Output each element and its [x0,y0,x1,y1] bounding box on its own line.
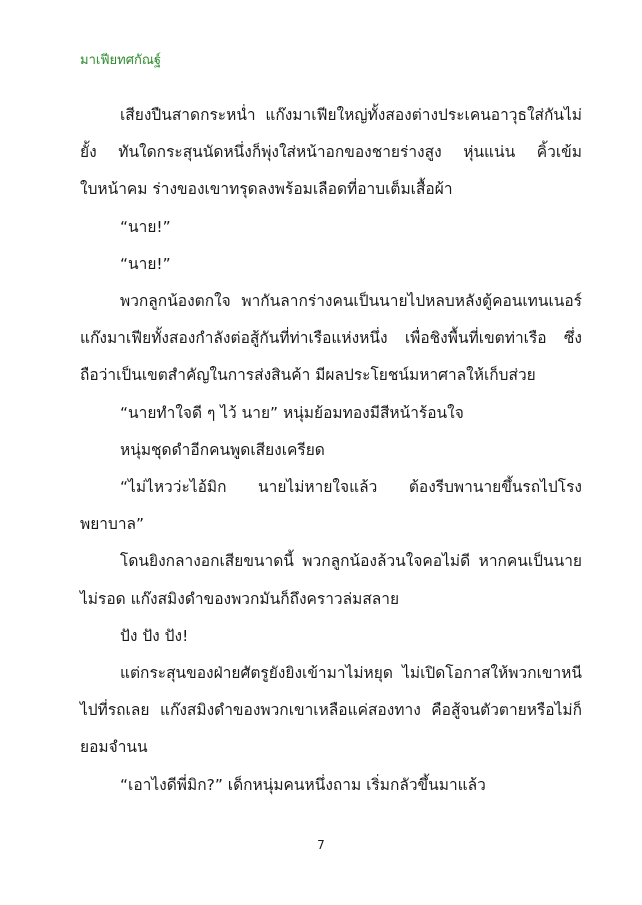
running-header: มาเฟียทศกัณฐ์ [80,53,162,68]
body-text [80,97,582,804]
paragraph-11: “เอาไงดีพี่มิก?” เด็กหนุ่มคนหนึ่งถาม เริ่มกลัวขึ้นมาแล้ว [120,775,486,794]
paragraph-8: โดนยิงกลางอกเสียขนาดนี้ พวกลูกน้องล้วนใจคอไม่ดี หากคนเป็นนายไม่รอด แก๊งสมิงดำของพวกมันก็ถึงคราวล่มสลาย [80,552,582,608]
paragraph-5: “นายทำใจดี ๆ ไว้ นาย” หนุ่มย้อมทองมีสีหน้าร้อนใจ [120,403,464,422]
paragraph-1: เสียงปืนสาดกระหน่ำ แก๊งมาเฟียใหญ่ทั้งสองต่างประเคนอาวุธใส่กันไม่ยั้ง ทันใดกระสุนนัดหนึ่งก็พุ่งใส่หน้าอกของชายร่างสูง หุ่นแน่น คิ้วเข้ม ใบหน้าคม ร่างของเขาทรุดลงพร้อมเลือดที่อาบเต็มเสื้อผ้า [80,106,582,199]
paragraph-3: “นาย!” [120,254,171,273]
paragraph-6: หนุ่มชุดดำอีกคนพูดเสียงเครียด [120,440,325,459]
paragraph-4: พวกลูกน้องตกใจ พากันลากร่างคนเป็นนายไปหลบหลังตู้คอนเทนเนอร์ แก๊งมาเฟียทั้งสองกำลังต่อสู้กันที่ท่าเรือแห่งหนึ่ง เพื่อชิงพื้นที่เขตท่าเรือ ซึ่งถือว่าเป็นเขตสำคัญในการส่งสินค้า มีผลประโยชน์มหาศาลให้เก็บส่วย [80,292,582,385]
paragraph-7: “ไม่ไหวว่ะไอ้มิก นายไม่หายใจแล้ว ต้องรีบพานายขึ้นรถไปโรงพยาบาล” [80,478,582,534]
paragraph-2: “นาย!” [120,217,171,236]
paragraph-9: ปัง ปัง ปัง! [120,626,189,645]
page-number: 7 [317,838,325,852]
paragraph-10: แต่กระสุนของฝ่ายศัตรูยังยิงเข้ามาไม่หยุด ไม่เปิดโอกาสให้พวกเขาหนีไปที่รถเลย แก๊งสมิงดำของพวกเขาเหลือแค่สองทาง คือสู้จนตัวตายหรือไม่ก็ยอมจำนน [80,664,582,757]
